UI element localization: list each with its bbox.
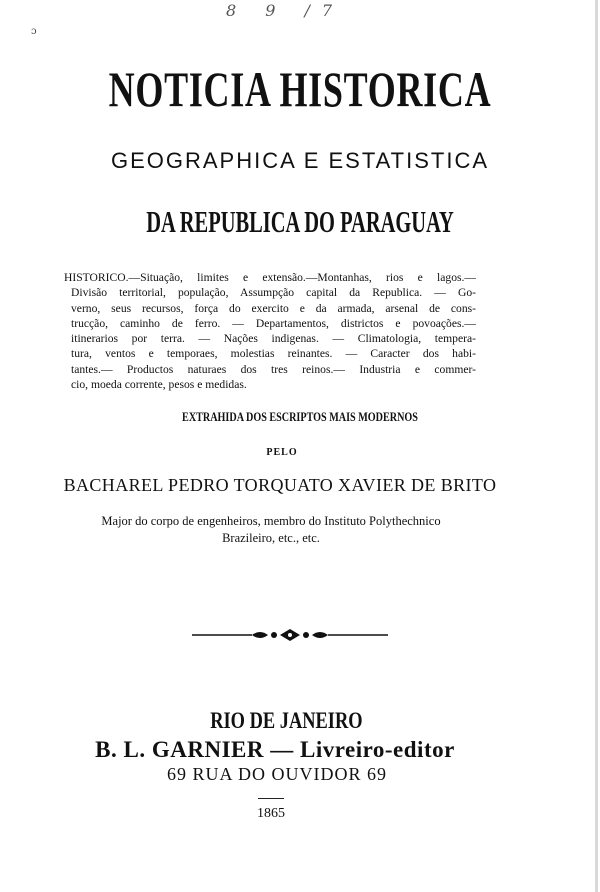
imprint-address: 69 RUA DO OUVIDOR 69 — [166, 764, 387, 784]
imprint-year: 1865 — [257, 806, 285, 821]
summary-line: trucção, caminho de ferro. — Departamentos, districtos e povoações.— — [71, 316, 476, 330]
summary-line: tura, ventos e temporaes, molestias reinantes. — Caracter dos habi- — [71, 347, 476, 361]
credentials-line: Brazileiro, etc., etc. — [222, 531, 320, 545]
imprint-city: RIO DE JANEIRO — [210, 708, 363, 733]
summary-line: verno, seus recursos, força do exercito e da armada, arsenal de cons- — [71, 301, 476, 315]
summary-line: tantes.— Productos naturaes dos tres reinos.— Industria e commer- — [71, 362, 476, 376]
author-name: BACHAREL PEDRO TORQUATO XAVIER DE BRITO — [63, 475, 497, 495]
contents-summary — [64, 270, 476, 392]
book-subtitle-republica: DA REPUBLICA DO PARAGUAY — [146, 204, 454, 239]
summary-line: cio, moeda corrente, pesos e medidas. — [71, 378, 247, 392]
handwritten-note: 8 9 /7 — [226, 1, 345, 20]
margin-mark: ɔ — [31, 26, 37, 37]
short-rule — [258, 798, 284, 799]
by-line: PELO — [266, 447, 298, 458]
book-title: NOTICIA HISTORICA — [108, 61, 492, 117]
imprint-publisher: B. L. GARNIER — Livreiro-editor — [95, 737, 455, 762]
summary-line: Divisão territorial, população, Assumpção capital da Republica. — Go- — [71, 286, 476, 300]
sources-note: EXTRAHIDA DOS ESCRIPTOS MAIS MODERNOS — [182, 409, 418, 424]
book-subtitle: GEOGRAPHICA E ESTATISTICA — [110, 148, 490, 173]
summary-line: HISTORICO.—Situação, limites e extensão.—Montanhas, rios e lagos.— — [64, 271, 476, 284]
ornamental-rule-icon — [190, 628, 390, 642]
credentials-line: Major do corpo de engenheiros, membro do Instituto Polythechnico — [101, 514, 441, 528]
author-credentials — [66, 513, 476, 547]
summary-line: itinerarios por terra. — Nações indigenas. — Climatologia, tempera- — [71, 332, 476, 346]
